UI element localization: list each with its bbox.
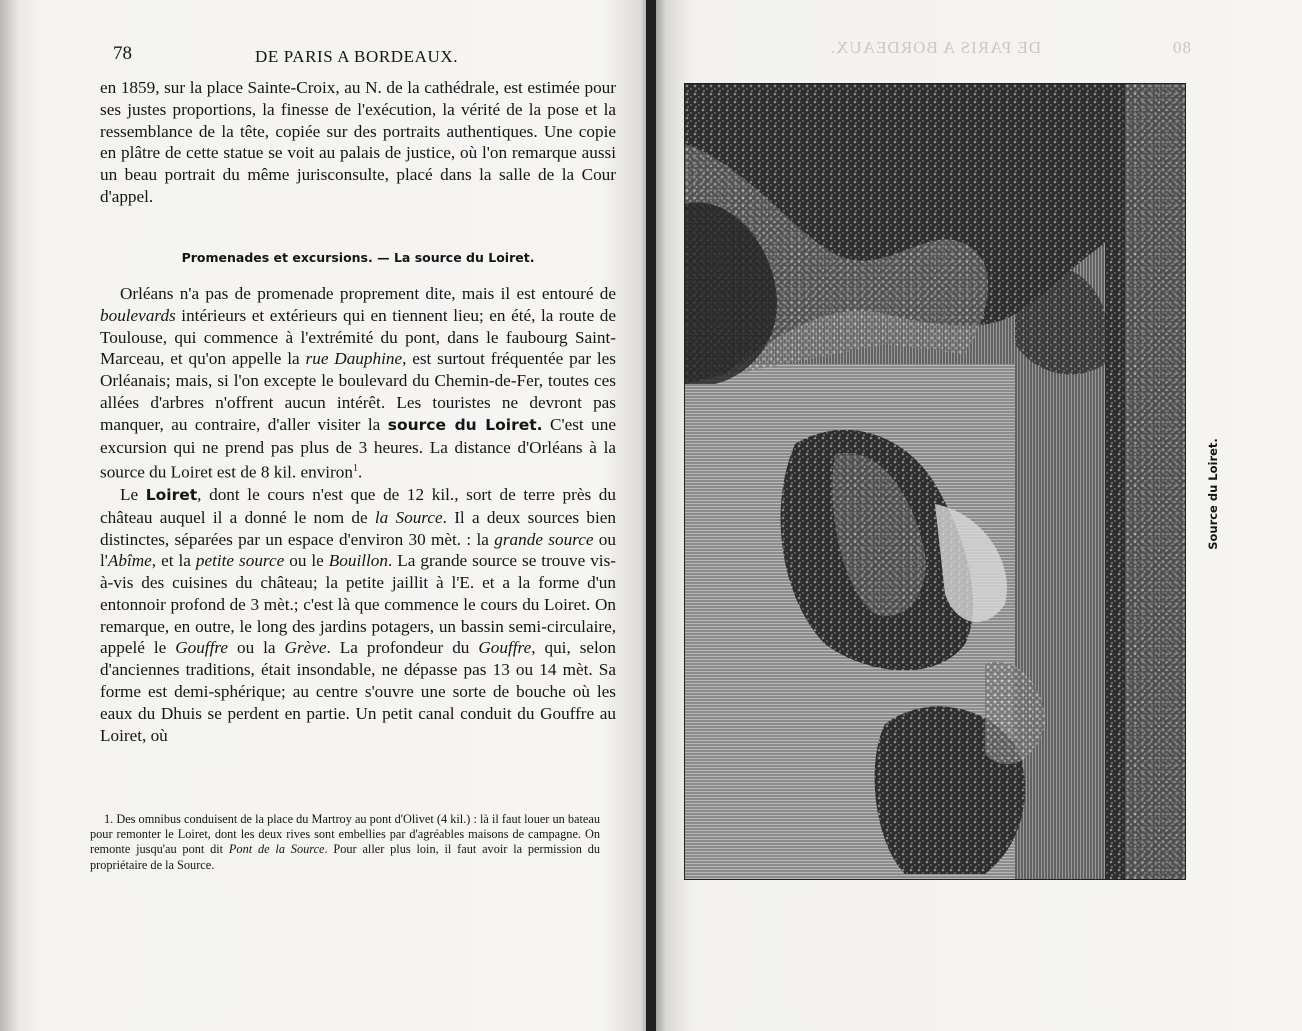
footnote: [90, 812, 600, 873]
book-gutter: [646, 0, 656, 1031]
section-heading: Promenades et excursions. — La source du Loiret.: [181, 250, 535, 265]
footnote-text: 1. Des omnibus conduisent de la place du Martroy au pont d'Olivet (4 kil.) : là il faut louer un bateau pour remonter le Loiret, dont les deux rives sont embellies par d'agréables maisons de campagne. On remonte jusqu'au pont dit Pont de la Source. Pour aller plus loin, il faut avoir la permission du propriétaire de la Source.: [90, 812, 600, 872]
running-head: DE PARIS A BORDEAUX.: [255, 47, 459, 66]
paragraph-text: en 1859, sur la place Sainte-Croix, au N. de la cathédrale, est estimée pour ses justes proportions, la finesse de l'exécution, la vérité de la pose et la ressemblance de la tête, copiée sur des portraits authentiques. Une copie en plâtre de cette statue se voit au palais de justice, où l'on remarque aussi un beau portrait du même jurisconsulte, placé dans la salle de la Cour d'appel.: [100, 78, 616, 206]
illustration-caption: [1198, 430, 1228, 570]
footnote-reference: 1: [352, 463, 358, 475]
body-text: [100, 283, 616, 746]
paragraph-promenades: Orléans n'a pas de promenade proprement dite, mais il est entouré de boulevards intérieurs et extérieurs qui en tiennent lieu; en été, la route de Toulouse, qui commence à l'extrémité du pont, dans le faubourg Saint-Marceau, et qu'on appelle la rue Dauphine, est surtout fréquentée par les Orléanais; mais, si l'on excepte le boulevard du Chemin-de-Fer, toutes ces allées d'arbres n'offrent aucun intérêt. Les touristes ne devront pas manquer, au contraire, d'aller visiter la source du Loiret. C'est une excursion qui ne prend pas plus de 3 heures. La distance d'Orléans à la source du Loiret est de 8 kil. environ$^1$.: [100, 284, 616, 483]
caption-text: Source du Loiret.: [1206, 438, 1220, 550]
engraving-illustration: [684, 83, 1186, 880]
page-number: 78: [113, 43, 132, 64]
opening-paragraph: [100, 77, 616, 208]
show-through-page-number: 80: [1172, 38, 1191, 57]
source-du-loiret-engraving: [685, 84, 1185, 879]
show-through-running-head: DE PARIS A BORDEAUX.: [830, 38, 1042, 57]
paragraph-loiret: Le Loiret, dont le cours n'est que de 12 kil., sort de terre près du château auquel il a donné le nom de la Source. Il a deux sources bien distinctes, séparées par un espace d'environ 30 mèt. : la grande source ou l'Abîme, et la petite source ou le Bouillon. La grande source se trouve vis-à-vis des cuisines du château; la petite jaillit à l'E. et a la forme d'un entonnoir profond de 3 mèt.; c'est là que commence le cours du Loiret. On remarque, en outre, le long des jardins potagers, un bassin semi-circulaire, appelé le Gouffre ou la Grève. La profondeur du Gouffre, qui, selon d'anciennes traditions, était insondable, ne dépasse pas 13 ou 14 mèt. Sa forme est demi-sphérique; au centre s'ouvre une sorte de bouche où les eaux du Dhuis se perdent en partie. Un petit canal conduit du Gouffre au Loiret, où: [100, 484, 616, 745]
